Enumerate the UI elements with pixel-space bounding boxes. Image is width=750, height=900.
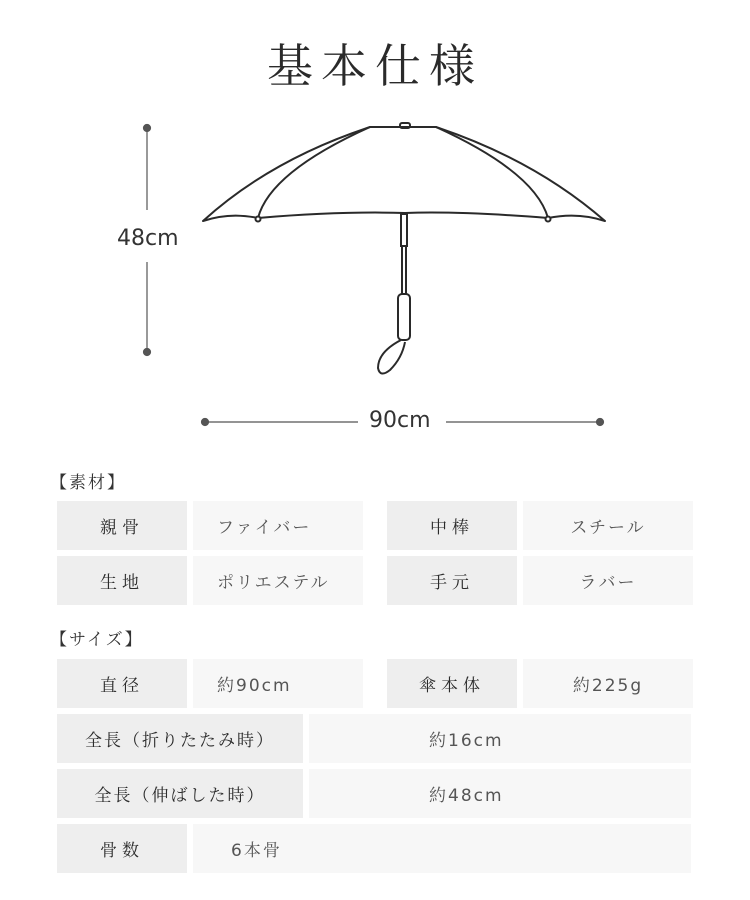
- label-cell: 直径: [57, 659, 187, 708]
- label-cell: 手元: [387, 556, 517, 605]
- value-cell: 約225g: [523, 659, 693, 708]
- label-cell: 全長（伸ばした時）: [57, 769, 303, 818]
- value-cell: ポリエステル: [193, 556, 363, 605]
- label-cell: 親骨: [57, 501, 187, 550]
- umbrella-shaft: [378, 214, 410, 374]
- material-section-label: 【素材】: [50, 473, 126, 493]
- value-cell: スチール: [523, 501, 693, 550]
- page-title: 基本仕様: [267, 39, 483, 93]
- label-cell: 全長（折りたたみ時）: [57, 714, 303, 763]
- size-section-label: 【サイズ】: [50, 630, 144, 650]
- label-cell: 傘本体: [387, 659, 517, 708]
- value-cell: 約16cm: [309, 714, 691, 763]
- label-cell: 中棒: [387, 501, 517, 550]
- value-cell: ラバー: [523, 556, 693, 605]
- width-label: 90cm: [369, 408, 431, 433]
- value-cell: 6本骨: [193, 824, 691, 873]
- height-label: 48cm: [117, 226, 179, 251]
- value-cell: 約48cm: [309, 769, 691, 818]
- value-cell: ファイバー: [193, 501, 363, 550]
- umbrella-diagram: [0, 100, 750, 440]
- umbrella-canopy: [203, 123, 605, 222]
- label-cell: 骨数: [57, 824, 187, 873]
- value-cell: 約90cm: [193, 659, 363, 708]
- label-cell: 生地: [57, 556, 187, 605]
